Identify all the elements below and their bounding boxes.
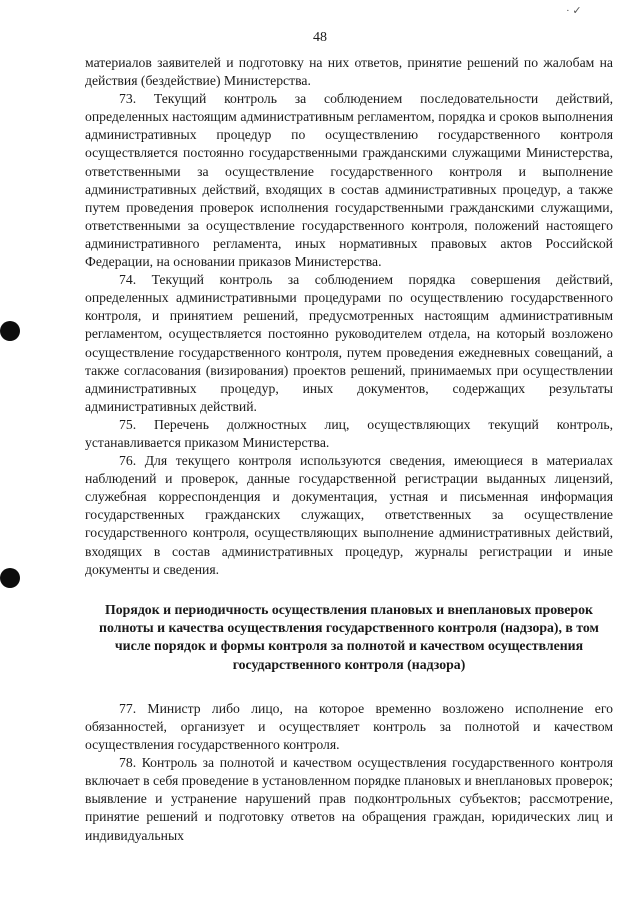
paragraph-75: 75. Перечень должностных лиц, осуществляющих текущий контроль, устанавливается приказом Министерства. (85, 416, 613, 450)
binder-hole-bottom (0, 568, 20, 588)
paragraph-78: 78. Контроль за полнотой и качеством осуществления государственного контроля включает в себя проведение в установленном порядке плановых и внеплановых проверок; выявление и устранение нарушений прав подконтрольных субъектов; рассмотрение, принятие решений и подготовку ответов на обращения граждан, юридических лиц и индивидуальных (85, 755, 613, 843)
page-number: 48 (313, 30, 327, 45)
scan-corner-mark: · ✓ (566, 5, 582, 17)
section-heading: Порядок и периодичность осуществления плановых и внеплановых проверок полноты и качества осуществления государственного контроля (надзора), в том числе порядок и формы контроля за полнотой и качеством осуществления государственного контроля (надзора) (99, 601, 599, 672)
binder-hole-top (0, 321, 20, 341)
paragraph-76: 76. Для текущего контроля используются сведения, имеющиеся в материалах наблюдений и проверок, данные государственной регистрации выданных лицензий, служебная корреспонденция и документация, устная и письменная информация государственных гражданских служащих, ответственных за осуществление государственного контроля, осуществляющих выполнение административных действий, входящих в состав административных процедур, журналы регистрации и иные документы и сведения. (85, 453, 613, 577)
paragraph-continuation: материалов заявителей и подготовку на них ответов, принятие решений по жалобам на действия (бездействие) Министерства. (85, 55, 613, 89)
document-body (85, 54, 613, 845)
paragraph-73: 73. Текущий контроль за соблюдением последовательности действий, определенных настоящим административным регламентом, порядка и сроков выполнения административных процедур по осуществлению государственного контроля осуществляется постоянно государственными гражданскими служащими Министерства, ответственными за осуществление государственного контроля и выполнение административных действий, входящих в состав административных процедур, а также путем проведения проверок исполнения государственными гражданскими служащими, ответственными за осуществление государственного контроля, положений настоящего административного регламента, иных нормативных правовых актов Российской Федерации, на основании приказов Министерства. (85, 91, 613, 270)
paragraph-74: 74. Текущий контроль за соблюдением порядка совершения действий, определенных административными процедурами по осуществлению государственного контроля, и принятием решений, предусмотренных настоящим административным регламентом, осуществляется постоянно руководителем отдела, на который возложено осуществление государственного контроля, путем проведения ежедневных совещаний, а также согласования (визирования) проектов решений, принимаемых при осуществлении административных процедур, иных документов, содержащих результаты административных действий. (85, 272, 613, 414)
paragraph-77: 77. Министр либо лицо, на которое временно возложено исполнение его обязанностей, организует и осуществляет контроль за полнотой и качеством осуществления государственного контроля. (85, 700, 613, 753)
